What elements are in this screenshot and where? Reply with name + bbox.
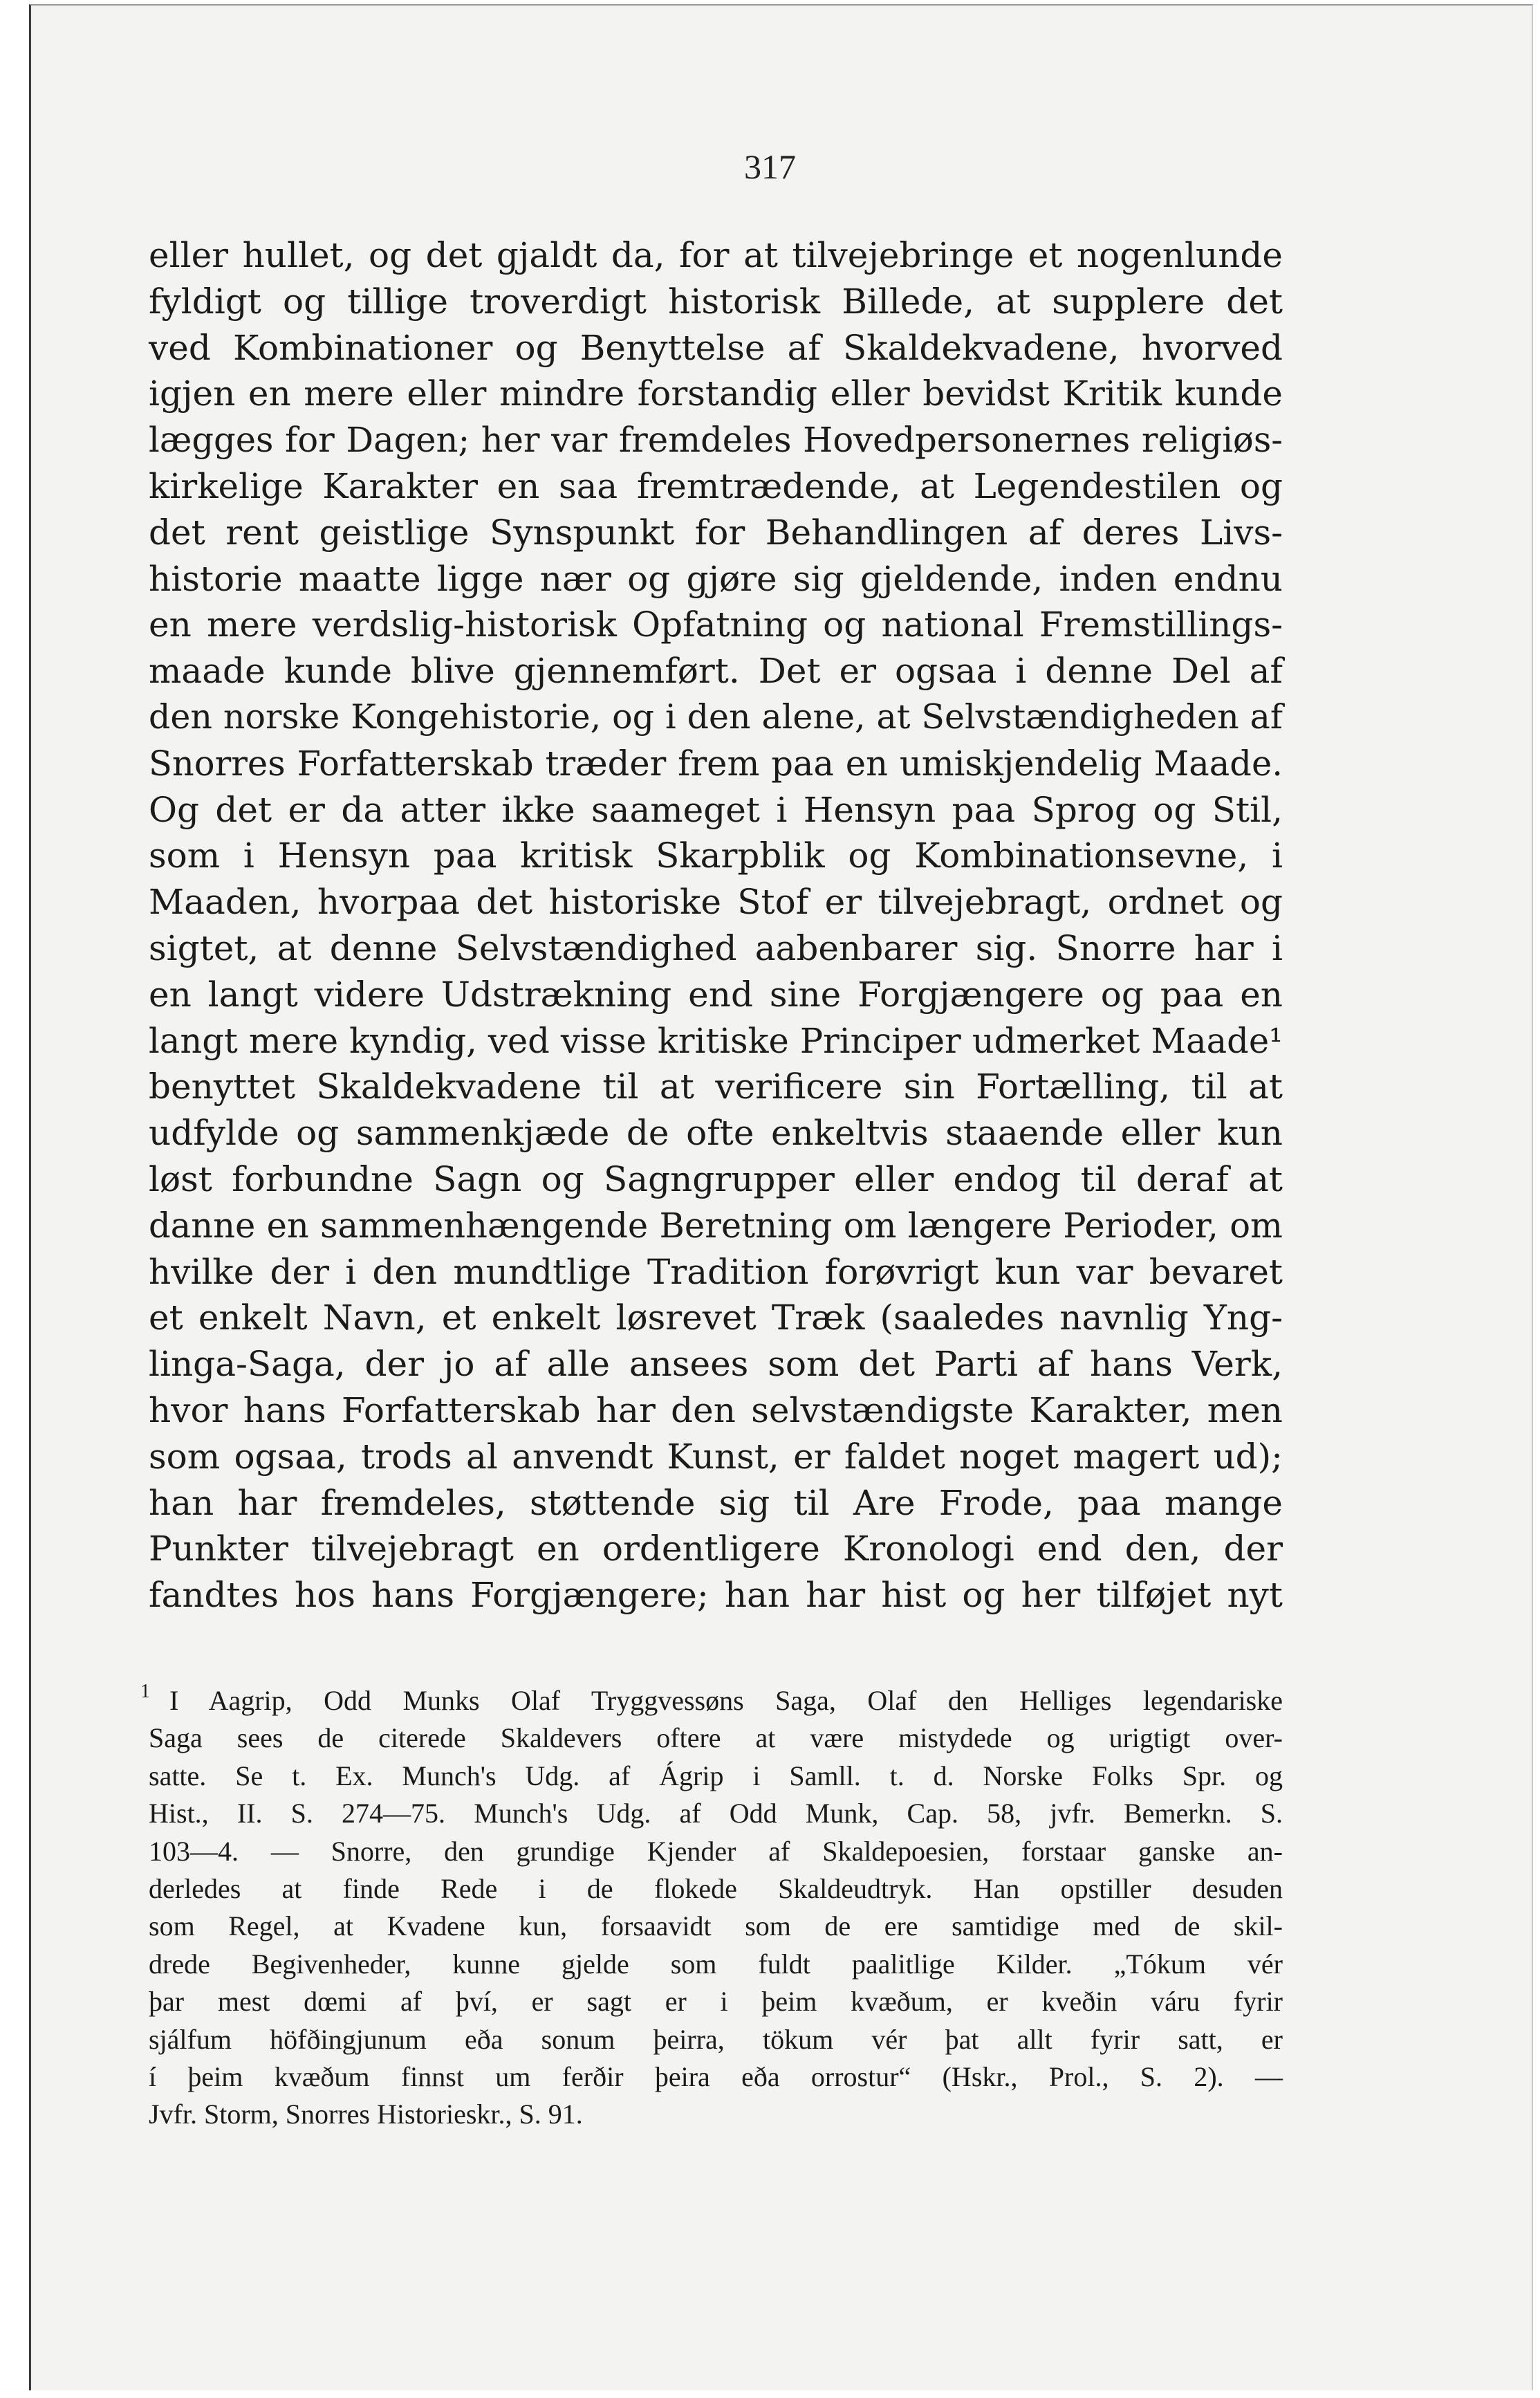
- page-number: 317: [744, 147, 796, 186]
- footnote-line: 103—4. — Snorre, den grundige Kjender af Skaldepoesien, forstaar ganske an-: [149, 1835, 1283, 1867]
- body-line: som i Hensyn paa kritisk Skarpblik og Kombinationsevne, i: [149, 836, 1283, 876]
- footnote-line: þar mest dœmi af því, er sagt er i þeim kvæðum, er kveðin váru fyrir: [149, 1986, 1283, 2018]
- body-line: danne en sammenhængende Beretning om længere Perioder, om: [149, 1205, 1283, 1246]
- body-line: Snorres Forfatterskab træder frem paa en umiskjendelig Maade.: [149, 743, 1283, 784]
- body-line: en langt videre Udstrækning end sine Forgjængere og paa en: [149, 974, 1283, 1015]
- body-text: [149, 232, 1283, 1618]
- footnote-line: Saga sees de citerede Skaldevers oftere at være mistydede og urigtigt over-: [149, 1722, 1283, 1754]
- body-line: eller hullet, og det gjaldt da, for at tilvejebringe et nogenlunde: [149, 235, 1283, 275]
- footnote-line: Hist., II. S. 274—75. Munch's Udg. af Odd Munk, Cap. 58, jvfr. Bemerkn. S.: [149, 1798, 1283, 1829]
- body-line: Og det er da atter ikke saameget i Hensyn paa Sprog og Stil,: [149, 789, 1283, 830]
- body-line: udfylde og sammenkjæde de ofte enkeltvis staaende eller kun: [149, 1113, 1283, 1154]
- body-line: igjen en mere eller mindre forstandig eller bevidst Kritik kunde: [149, 373, 1283, 414]
- body-line: fyldigt og tillige troverdigt historisk Billede, at supplere det: [149, 281, 1283, 322]
- footnote-line: satte. Se t. Ex. Munch's Udg. af Ágrip i Samll. t. d. Norske Folks Spr. og: [149, 1760, 1283, 1791]
- body-line: hvor hans Forfatterskab har den selvstændigste Karakter, men: [149, 1390, 1283, 1430]
- body-line: et enkelt Navn, et enkelt løsrevet Træk (saaledes navnlig Yng-: [149, 1298, 1283, 1338]
- body-line: langt mere kyndig, ved visse kritiske Principer udmerket Maade¹: [149, 1020, 1283, 1061]
- body-line: benyttet Skaldekvadene til at verificere sin Fortælling, til at: [149, 1067, 1283, 1107]
- body-line: historie maatte ligge nær og gjøre sig gjeldende, inden endnu: [149, 558, 1283, 599]
- body-line: fandtes hos hans Forgjængere; han har hist og her tilføjet nyt: [149, 1575, 1283, 1616]
- footnote-line: í þeim kvæðum finnst um ferðir þeira eða orrostur“ (Hskr., Prol., S. 2). —: [149, 2060, 1283, 2092]
- body-line: kirkelige Karakter en saa fremtrædende, at Legendestilen og: [149, 465, 1283, 506]
- body-line: hvilke der i den mundtlige Tradition forøvrigt kun var bevaret: [149, 1251, 1283, 1292]
- footnote: [140, 1681, 1283, 2134]
- footnote-line: drede Begivenheder, kunne gjelde som fuldt paalitlige Kilder. „Tókum vér: [149, 1948, 1283, 1980]
- body-line: han har fremdeles, støttende sig til Are Frode, paa mange: [149, 1482, 1283, 1523]
- body-line: en mere verdslig-historisk Opfatning og national Fremstillings-: [149, 605, 1283, 645]
- body-line: maade kunde blive gjennemført. Det er ogsaa i denne Del af: [149, 651, 1283, 692]
- body-line: Maaden, hvorpaa det historiske Stof er tilvejebragt, ordnet og: [149, 882, 1283, 923]
- body-line: Punkter tilvejebragt en ordentligere Kronologi end den, der: [149, 1529, 1283, 1569]
- footnote-line: sjálfum höfðingjunum eða sonum þeirra, tökum vér þat allt fyrir satt, er: [149, 2023, 1283, 2055]
- body-line: linga-Saga, der jo af alle ansees som det Parti af hans Verk,: [149, 1344, 1283, 1385]
- body-line: det rent geistlige Synspunkt for Behandlingen af deres Livs-: [149, 512, 1283, 553]
- footnote-line: som Regel, at Kvadene kun, forsaavidt som de ere samtidige med de skil-: [149, 1910, 1283, 1942]
- body-line: som ogsaa, trods al anvendt Kunst, er faldet noget magert ud);: [149, 1436, 1283, 1477]
- body-line: den norske Kongehistorie, og i den alene, at Selvstændigheden af: [149, 697, 1283, 737]
- footnote-marker: 1: [140, 1681, 150, 1702]
- footnote-line: derledes at finde Rede i de flokede Skaldeudtryk. Han opstiller desuden: [149, 1872, 1283, 1904]
- body-line: ved Kombinationer og Benyttelse af Skaldekvadene, hvorved: [149, 327, 1283, 368]
- body-line: sigtet, at denne Selvstændighed aabenbarer sig. Snorre har i: [149, 928, 1283, 968]
- footnote-line: Jvfr. Storm, Snorres Historieskr., S. 91.: [149, 2099, 583, 2130]
- body-line: løst forbundne Sagn og Sagngrupper eller endog til deraf at: [149, 1159, 1283, 1199]
- footnote-line: I Aagrip, Odd Munks Olaf Tryggvessøns Saga, Olaf den Helliges legendariske: [169, 1685, 1283, 1716]
- body-line: lægges for Dagen; her var fremdeles Hovedpersonernes religiøs-: [149, 420, 1283, 461]
